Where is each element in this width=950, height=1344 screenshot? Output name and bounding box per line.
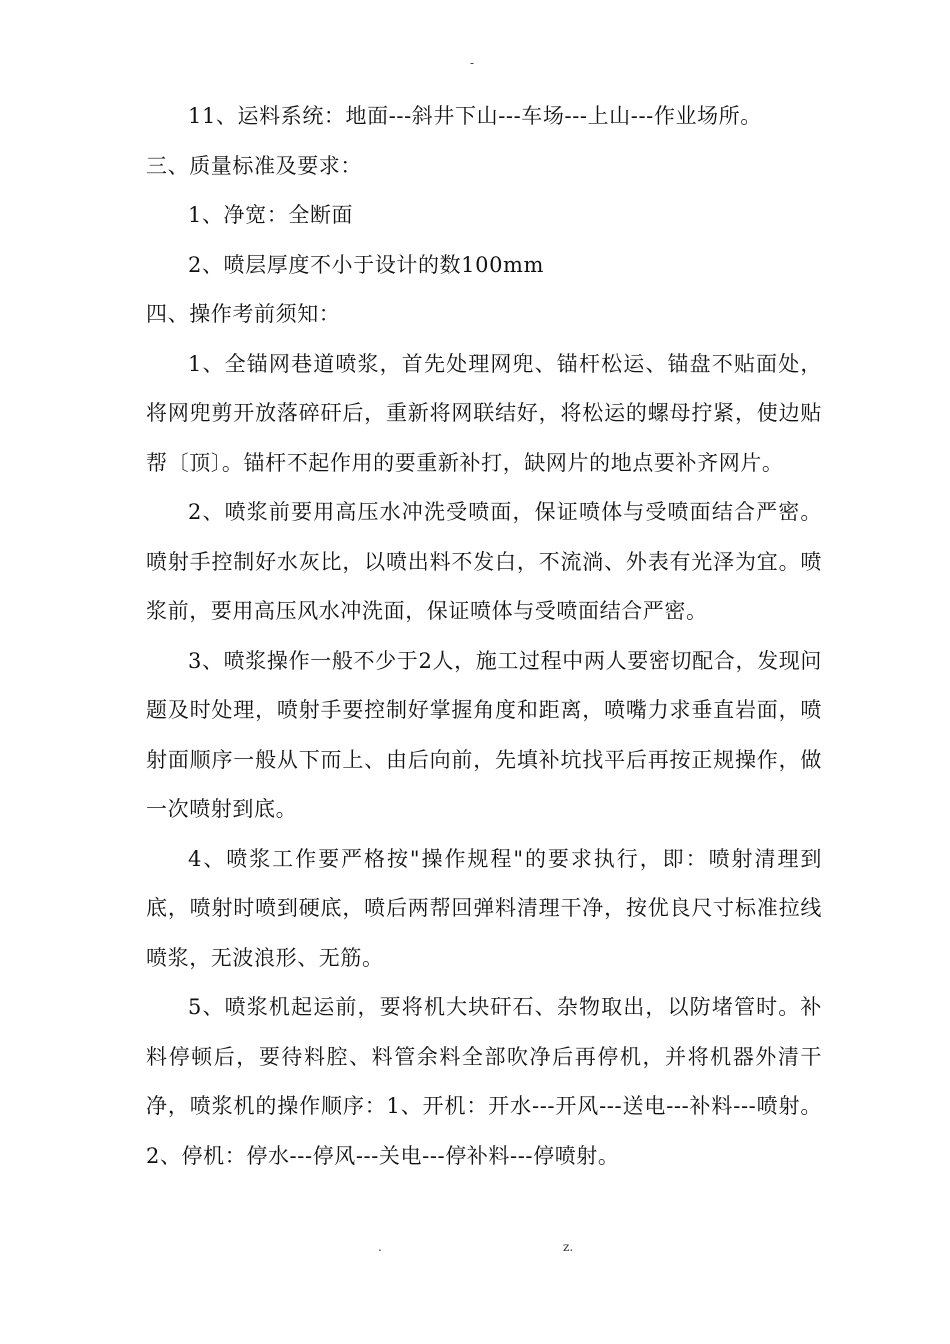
paragraph-note-2: 2、喷浆前要用高压水冲洗受喷面，保证喷体与受喷面结合严密。喷射手控制好水灰比，以喷出料不发白，不流淌、外表有光泽为宜。喷浆前，要用高压风水冲洗面，保证喷体与受喷面结合严密。 (146, 500, 822, 623)
paragraph-material-system: 11、运料系统：地面---斜井下山---车场---上山---作业场所。 (188, 104, 762, 128)
paragraph-note-3: 3、喷浆操作一般不少于2人，施工过程中两人要密切配合，发现问题及时处理，喷射手要控制好掌握角度和距离，喷嘴力求垂直岩面，喷射面顺序一般从下而上、由后向前，先填补坑找平后再按正规操作，做一次喷射到底。 (146, 648, 822, 821)
footer-left-mark: . (378, 1240, 382, 1254)
paragraph-note-1: 1、全锚网巷道喷浆，首先处理网兜、锚杆松运、锚盘不贴面处，将网兜剪开放落碎矸后，重新将网联结好，将松运的螺母拧紧，使边贴帮〔顶〕。锚杆不起作用的要重新补打，缺网片的地点要补齐网片。 (146, 351, 822, 475)
footer-right-mark: z. (563, 1240, 574, 1254)
header-mark: - (470, 56, 475, 70)
heading-quality-standards: 三、质量标准及要求： (146, 153, 362, 178)
heading-operation-notes: 四、操作考前须知： (146, 302, 341, 326)
paragraph-net-width: 1、净宽：全断面 (188, 203, 354, 227)
document-body (146, 92, 822, 1181)
paragraph-layer-thickness: 2、喷层厚度不小于设计的数100mm (188, 252, 545, 277)
paragraph-note-4: 4、喷浆工作要严格按"操作规程"的要求执行，即：喷射清理到底，喷射时喷到硬底，喷后两帮回弹料清理干净，按优良尺寸标准拉线喷浆，无波浪形、无筋。 (146, 846, 822, 970)
paragraph-note-5: 5、喷浆机起运前，要将机大块矸石、杂物取出，以防堵管时。补料停顿后，要待料腔、料管余料全部吹净后再停机，并将机器外清干净，喷浆机的操作顺序：1、开机：开水---开风---送电---补料---喷射。2、停机：停水---停风---关电---停补料---停喷射。 (146, 995, 822, 1168)
